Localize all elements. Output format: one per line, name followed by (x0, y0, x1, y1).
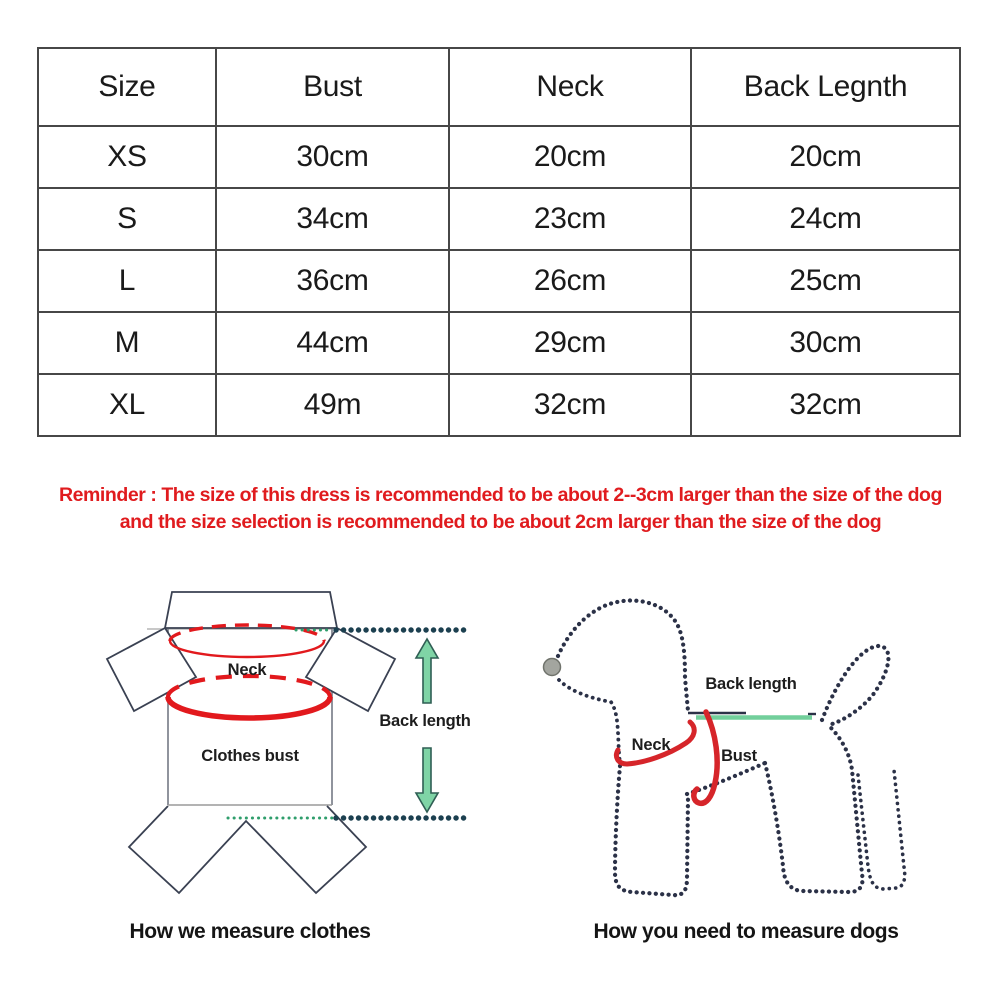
clothes-diagram (107, 592, 471, 943)
collar-outline (165, 592, 337, 628)
cell-neck: 20cm (449, 126, 691, 188)
table-row-xs (38, 126, 960, 188)
cell-back-length: 20cm (691, 126, 960, 188)
table-row-xl (38, 374, 960, 436)
cell-neck: 23cm (449, 188, 691, 250)
table-row-m (38, 312, 960, 374)
dog-caption: How you need to measure dogs (593, 920, 899, 943)
legs-outline (129, 806, 366, 893)
cell-size: XS (38, 126, 216, 188)
cell-size: L (38, 250, 216, 312)
cell-size: M (38, 312, 216, 374)
col-header-neck: Neck (449, 48, 691, 126)
cell-bust: 49m (216, 374, 449, 436)
col-header-back-length: Back Legnth (691, 48, 960, 126)
clothes-bust-label: Clothes bust (201, 747, 299, 765)
cell-back-length: 30cm (691, 312, 960, 374)
cell-size: XL (38, 374, 216, 436)
bust-ellipse-solid (168, 697, 330, 718)
cell-back-length: 32cm (691, 374, 960, 436)
size-table-header-row (38, 48, 960, 126)
table-row-s (38, 188, 960, 250)
dog-head-outline (558, 601, 688, 711)
cell-neck: 32cm (449, 374, 691, 436)
dog-far-hind-leg-outline (858, 770, 905, 889)
clothes-neck-label: Neck (227, 661, 267, 679)
down-arrow-icon (416, 748, 438, 812)
reminder-line-1: Reminder : The size of this dress is recommended to be about 2--3cm larger than the size of the dog (59, 484, 942, 506)
cell-bust: 36cm (216, 250, 449, 312)
up-arrow-icon (416, 639, 438, 703)
cell-back-length: 24cm (691, 188, 960, 250)
reminder-line-2: and the size selection is recommended to be about 2cm larger than the size of the dog (119, 511, 882, 533)
dog-bust-label: Bust (721, 747, 757, 765)
dog-tail-outline (822, 646, 888, 724)
reminder-note (0, 482, 1001, 536)
col-header-bust: Bust (216, 48, 449, 126)
size-table (37, 47, 961, 437)
cell-bust: 30cm (216, 126, 449, 188)
cell-bust: 34cm (216, 188, 449, 250)
dog-diagram (544, 601, 905, 943)
dog-front-leg-outline (615, 766, 688, 895)
cell-neck: 29cm (449, 312, 691, 374)
table-row-l (38, 250, 960, 312)
dog-muzzle-outline (559, 680, 620, 763)
measurement-diagrams (0, 555, 1001, 965)
dog-back-length-label: Back length (705, 675, 797, 693)
clothes-caption: How we measure clothes (129, 920, 371, 943)
dog-hind-leg-outline (765, 725, 862, 892)
cell-neck: 26cm (449, 250, 691, 312)
col-header-size: Size (38, 48, 216, 126)
cell-bust: 44cm (216, 312, 449, 374)
neck-ellipse-solid (170, 641, 324, 657)
right-sleeve-outline (306, 628, 395, 711)
dog-nose (544, 659, 561, 676)
dog-neck-label: Neck (631, 736, 671, 754)
left-sleeve-outline (107, 628, 196, 711)
cell-size: S (38, 188, 216, 250)
cell-back-length: 25cm (691, 250, 960, 312)
clothes-back-length-label: Back length (379, 712, 471, 730)
